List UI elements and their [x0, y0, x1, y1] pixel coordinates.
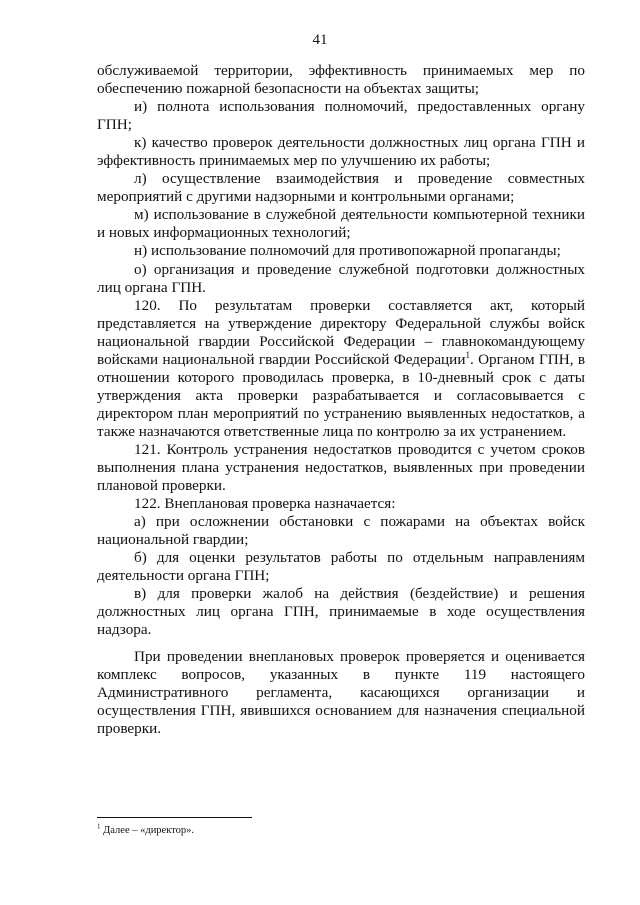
- list-item-k: к) качество проверок деятельности должностных лиц органа ГПН и эффективность принимаемых мер по улучшению их работы;: [97, 134, 585, 170]
- footnote: [97, 824, 194, 837]
- list-item-b: б) для оценки результатов работы по отдельным направлениям деятельности органа ГПН;: [97, 549, 585, 585]
- list-item-o: о) организация и проведение служебной подготовки должностных лиц органа ГПН.: [97, 260, 585, 296]
- footnote-reference: 1: [465, 349, 470, 360]
- paragraph-120-text-start: 120. По результатам проверки составляется акт, который представляется на утверждение директору Федеральной службы войск национальной гвардии Российской Федерации – главнокомандующему войсками национальной гвардии Российской Федерации: [97, 296, 585, 368]
- footnote-text: Далее – «директор».: [100, 825, 195, 836]
- paragraph-122: 122. Внеплановая проверка назначается:: [134, 495, 396, 513]
- list-item-i: и) полнота использования полномочий, предоставленных органу ГПН;: [97, 98, 585, 134]
- list-item-m: м) использование в служебной деятельности компьютерной техники и новых информационных технологий;: [97, 206, 585, 242]
- list-item-l: л) осуществление взаимодействия и проведение совместных мероприятий с другими надзорными и контрольными органами;: [97, 170, 585, 206]
- body-text: [97, 62, 585, 738]
- paragraph: обслуживаемой территории, эффективность принимаемых мер по обеспечению пожарной безопасности на объектах защиты;: [97, 62, 585, 98]
- footnote-divider: [97, 817, 252, 818]
- list-item-a: а) при осложнении обстановки с пожарами на объектах войск национальной гвардии;: [97, 513, 585, 549]
- paragraph-unscheduled-checks: При проведении внеплановых проверок проверяется и оценивается комплекс вопросов, указанных в пункте 119 настоящего Административного регламента, касающихся организации и осуществления ГПН, явившихся основанием для назначения специальной проверки.: [97, 647, 585, 737]
- paragraph-121: 121. Контроль устранения недостатков проводится с учетом сроков выполнения плана устранения недостатков, выявленных при проведении плановой проверки.: [97, 440, 585, 495]
- paragraph-120-text-end: . Органом ГПН, в отношении которого проводилась проверка, в 10-дневный срок с даты утверждения акта проверки разрабатывается и согласовывается с директором план мероприятий по устранению выявленных недостатков, а также назначаются ответственные лица по контролю за их устранением.: [97, 350, 585, 440]
- paragraph-120: [97, 297, 585, 441]
- list-item-n: н) использование полномочий для противопожарной пропаганды;: [134, 242, 561, 260]
- page-number: 41: [312, 32, 328, 48]
- list-item-v: в) для проверки жалоб на действия (бездействие) и решения должностных лиц органа ГПН, принимаемые в ходе осуществления надзора.: [97, 585, 585, 639]
- footnote-mark: 1: [97, 822, 101, 831]
